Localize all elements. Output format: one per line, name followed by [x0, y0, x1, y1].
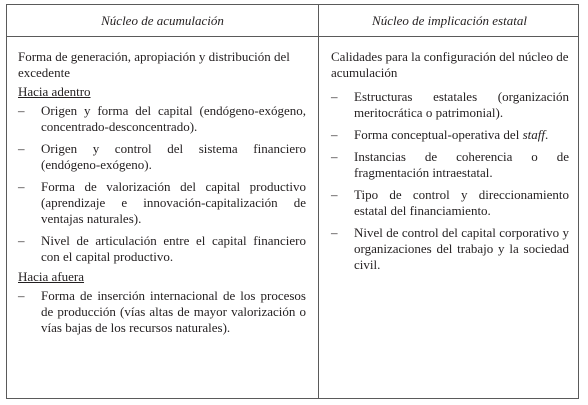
- list-item: [331, 187, 569, 219]
- list-item: [331, 89, 569, 121]
- column-divider: [318, 5, 319, 398]
- dash-bullet: –: [331, 127, 338, 142]
- list-item-text: Nivel de control del capital corporativo y organizaciones del trabajo y la sociedad civil.: [354, 225, 569, 272]
- staff-item-prefix: Forma conceptual-operativa del: [354, 127, 523, 142]
- section-title-outward: Hacia afuera: [18, 269, 85, 284]
- list-item-text: Origen y control del sistema financiero (endógeno-exógeno).: [41, 141, 306, 172]
- list-item-text: Forma de inserción internacional de los procesos de producción (vías altas de mayor valorización o vías bajas de los recursos naturales).: [41, 288, 306, 335]
- staff-item-suffix: .: [544, 127, 549, 142]
- list-item: [18, 233, 306, 265]
- dash-bullet: –: [18, 103, 25, 118]
- header-accumulation-core: Núcleo de acumulación: [101, 13, 224, 28]
- dash-bullet: –: [18, 288, 25, 303]
- dash-bullet: –: [18, 141, 25, 156]
- dash-bullet: –: [331, 225, 338, 240]
- dash-bullet: –: [331, 187, 338, 202]
- list-item: [18, 141, 306, 173]
- dash-bullet: –: [331, 89, 338, 104]
- accumulation-core-column: [18, 49, 306, 342]
- list-item: [331, 225, 569, 273]
- list-item-text: Estructuras estatales (organización meritocrática o patrimonial).: [354, 89, 569, 120]
- list-item-text: Instancias de coherencia o de fragmentación intraestatal.: [354, 149, 569, 180]
- list-item-text: [354, 127, 569, 143]
- framework-table: [6, 4, 579, 399]
- list-item-text: Origen y forma del capital (endógeno-exógeno, concentrado-desconcentrado).: [41, 103, 306, 134]
- dash-bullet: –: [331, 149, 338, 164]
- list-item: [331, 127, 569, 143]
- header-state-involvement-core: Núcleo de implicación estatal: [372, 13, 527, 28]
- list-item: [18, 288, 306, 336]
- surplus-intro: Forma de generación, apropiación y distribución del excedente: [18, 49, 290, 80]
- qualities-intro: Calidades para la configuración del núcleo de acumulación: [331, 49, 569, 80]
- dash-bullet: –: [18, 233, 25, 248]
- staff-emphasis: staff: [522, 127, 545, 142]
- list-item-text: Tipo de control y direccionamiento estatal del financiamiento.: [354, 187, 569, 218]
- list-item-text: Nivel de articulación entre el capital financiero con el capital productivo.: [41, 233, 306, 264]
- dash-bullet: –: [18, 179, 25, 194]
- state-involvement-column: [331, 49, 569, 279]
- list-item: [18, 179, 306, 227]
- list-item: [331, 149, 569, 181]
- section-title-inward: Hacia adentro: [18, 84, 91, 99]
- header-divider: [7, 36, 578, 37]
- list-item: [18, 103, 306, 135]
- list-item-text: Forma de valorización del capital productivo (aprendizaje e innovación-capitalización de ventajas naturales).: [41, 179, 306, 226]
